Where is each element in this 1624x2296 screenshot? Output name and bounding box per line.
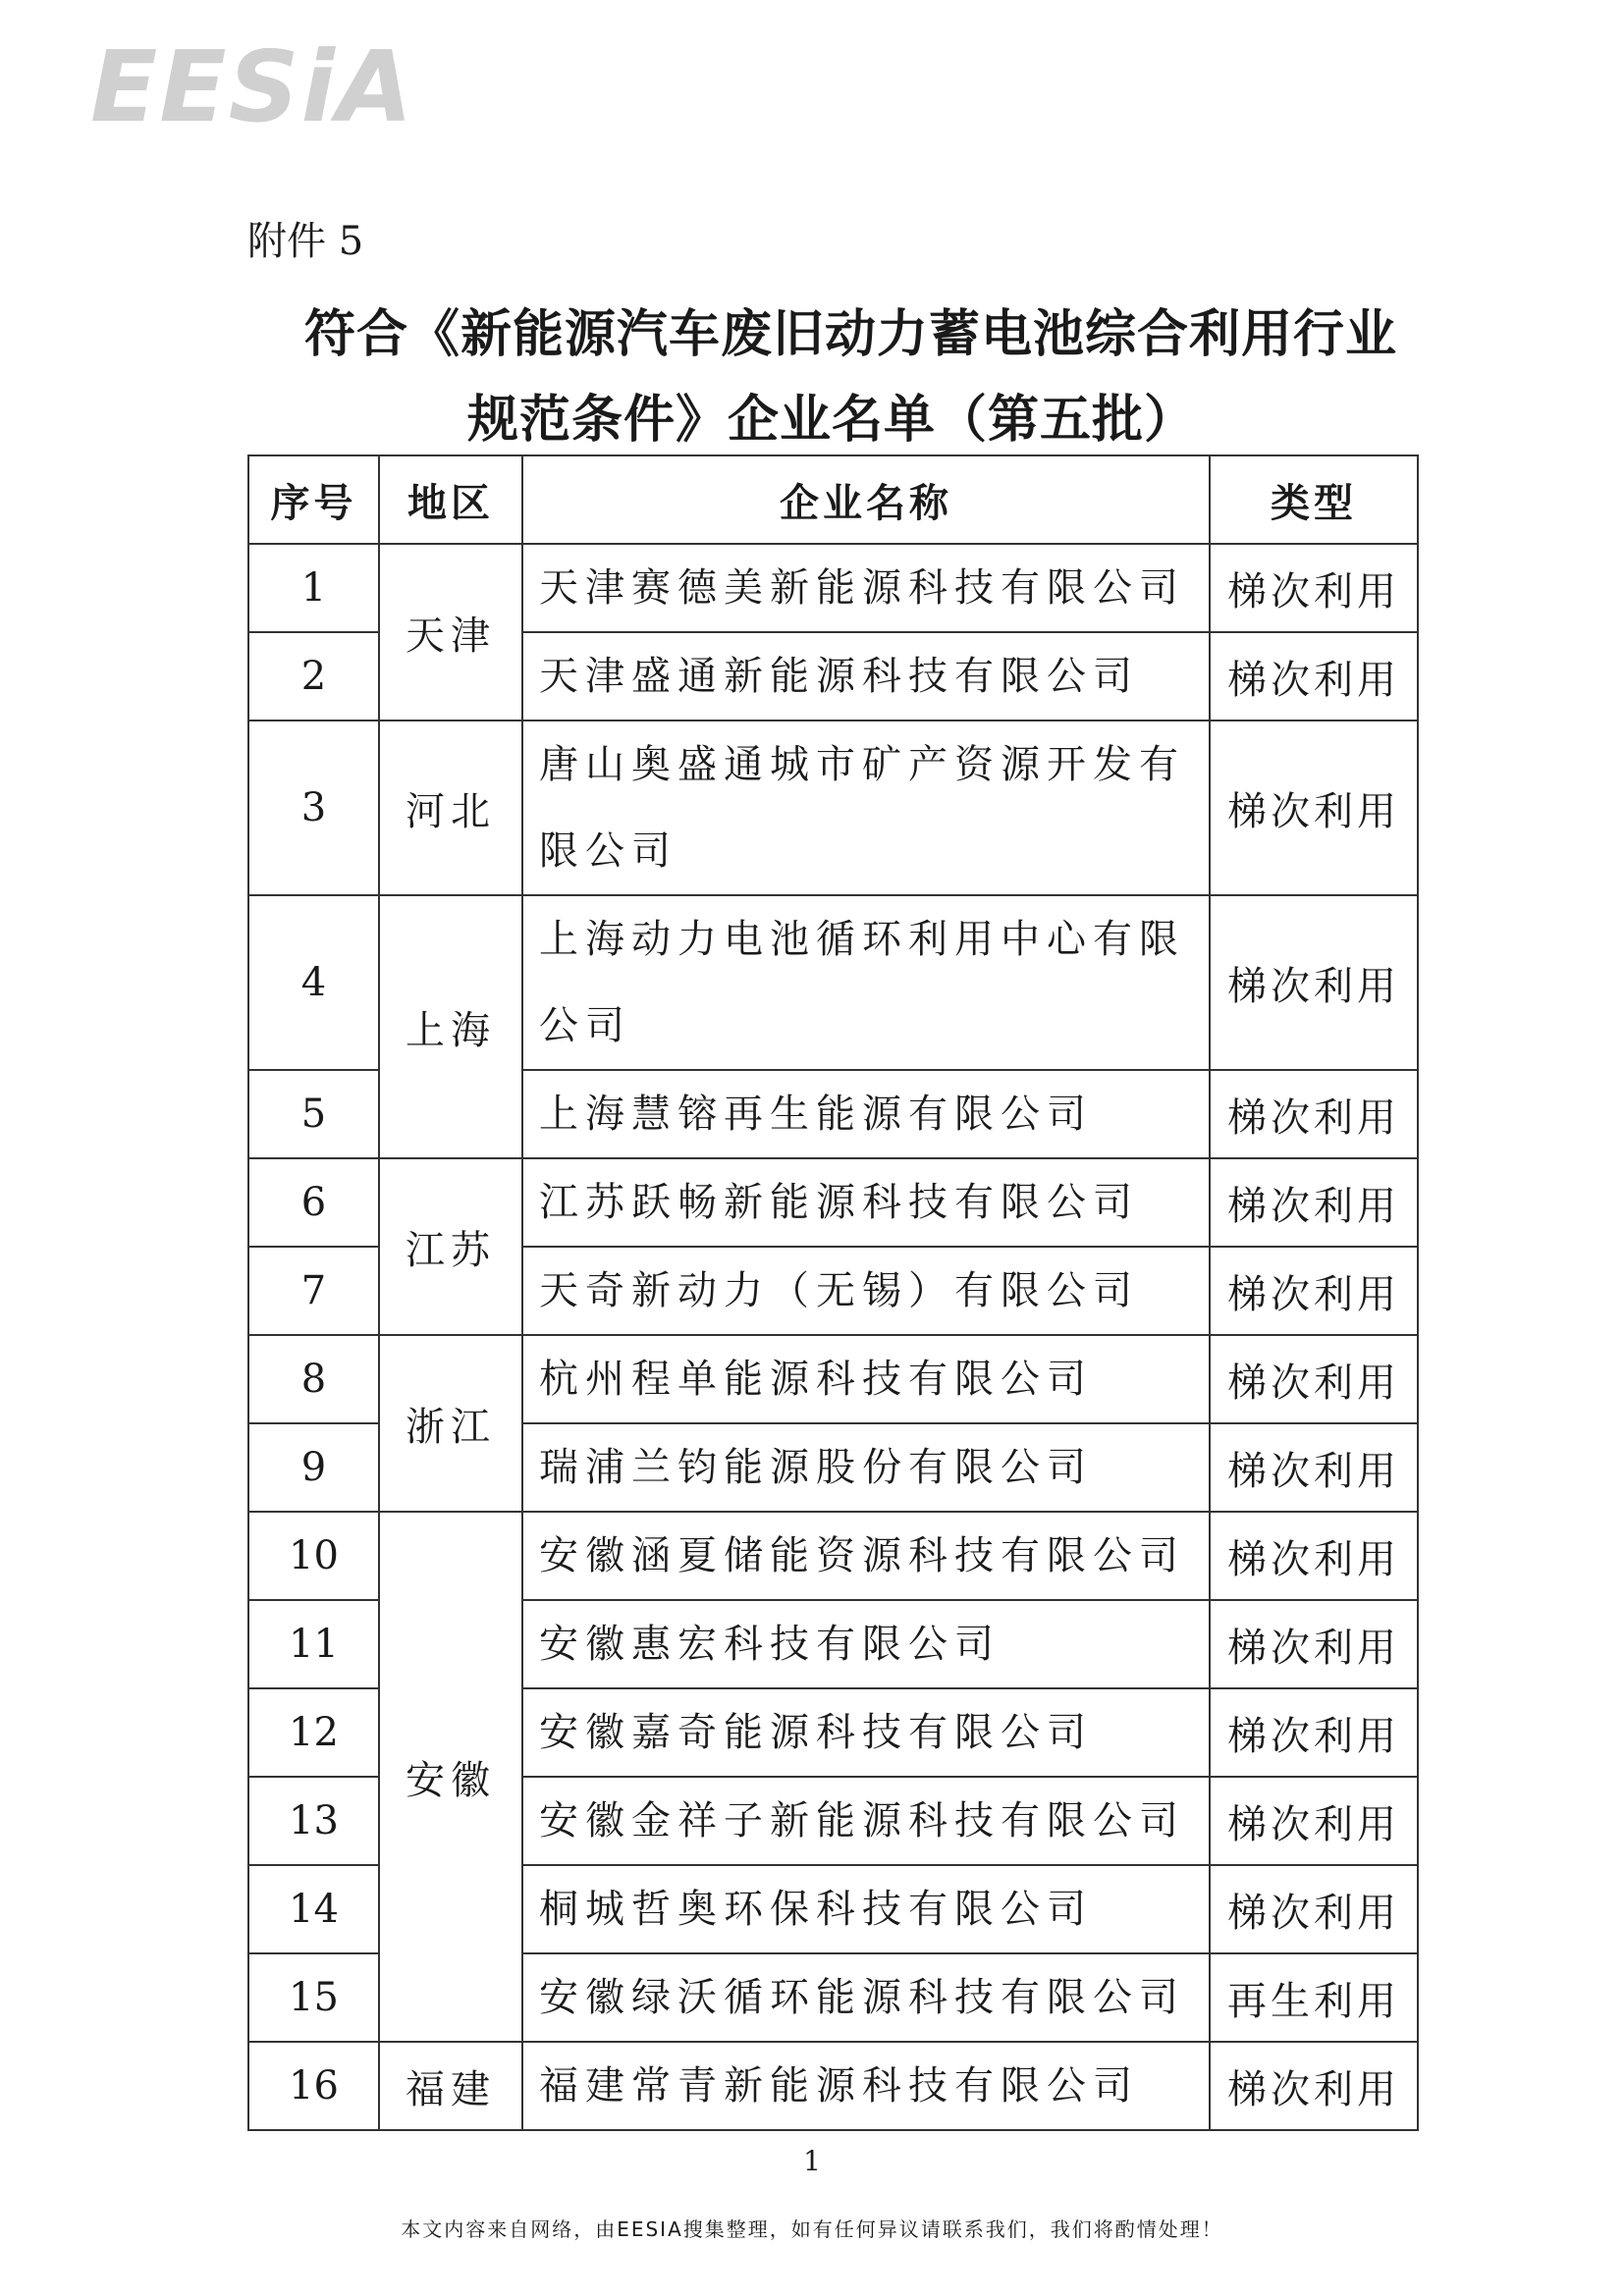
row-region: 河北 <box>379 721 522 895</box>
table-row <box>248 895 1418 1070</box>
table-row <box>248 1335 1418 1423</box>
row-no: 13 <box>248 1777 379 1865</box>
header-no: 序号 <box>248 455 379 544</box>
row-name: 杭州程单能源科技有限公司 <box>522 1335 1210 1423</box>
row-type: 梯次利用 <box>1210 2042 1418 2130</box>
row-type: 梯次利用 <box>1210 1512 1418 1600</box>
row-name: 江苏跃畅新能源科技有限公司 <box>522 1158 1210 1247</box>
document-title-line1: 符合《新能源汽车废旧动力蓄电池综合利用行业 <box>304 304 1398 364</box>
row-name: 安徽惠宏科技有限公司 <box>522 1600 1210 1688</box>
row-no: 7 <box>248 1247 379 1335</box>
row-no: 6 <box>248 1158 379 1247</box>
row-no: 8 <box>248 1335 379 1423</box>
row-no: 14 <box>248 1865 379 1953</box>
row-no: 11 <box>248 1600 379 1688</box>
row-region: 安徽 <box>379 1512 522 2042</box>
table-row <box>248 544 1418 632</box>
row-no: 3 <box>248 721 379 895</box>
table-row <box>248 1158 1418 1247</box>
row-name: 安徽金祥子新能源科技有限公司 <box>522 1777 1210 1865</box>
table-row <box>248 2042 1418 2130</box>
row-no: 12 <box>248 1688 379 1777</box>
header-type: 类型 <box>1210 455 1418 544</box>
row-region: 浙江 <box>379 1335 522 1512</box>
row-name: 唐山奥盛通城市矿产资源开发有限公司 <box>522 721 1210 895</box>
row-name: 福建常青新能源科技有限公司 <box>522 2042 1210 2130</box>
row-type: 梯次利用 <box>1210 1777 1418 1865</box>
row-type: 梯次利用 <box>1210 1865 1418 1953</box>
row-type: 梯次利用 <box>1210 1600 1418 1688</box>
attachment-label: 附件 5 <box>247 219 364 264</box>
row-no: 1 <box>248 544 379 632</box>
row-name: 瑞浦兰钧能源股份有限公司 <box>522 1423 1210 1512</box>
row-name: 上海动力电池循环利用中心有限公司 <box>522 895 1210 1070</box>
row-name: 天津盛通新能源科技有限公司 <box>522 632 1210 721</box>
row-name: 天奇新动力（无锡）有限公司 <box>522 1247 1210 1335</box>
header-region: 地区 <box>379 455 522 544</box>
enterprise-table <box>247 454 1419 2131</box>
row-type: 梯次利用 <box>1210 895 1418 1070</box>
header-name: 企业名称 <box>522 455 1210 544</box>
row-no: 9 <box>248 1423 379 1512</box>
row-no: 15 <box>248 1953 379 2042</box>
row-region: 江苏 <box>379 1158 522 1335</box>
row-type: 梯次利用 <box>1210 1158 1418 1247</box>
row-name: 安徽嘉奇能源科技有限公司 <box>522 1688 1210 1777</box>
row-no: 4 <box>248 895 379 1070</box>
table-row <box>248 1512 1418 1600</box>
row-name: 天津赛德美新能源科技有限公司 <box>522 544 1210 632</box>
row-no: 10 <box>248 1512 379 1600</box>
row-type: 梯次利用 <box>1210 1423 1418 1512</box>
row-name: 上海慧镕再生能源有限公司 <box>522 1070 1210 1158</box>
row-region: 天津 <box>379 544 522 721</box>
row-no: 2 <box>248 632 379 721</box>
page-number: 1 <box>803 2145 821 2177</box>
row-name: 桐城哲奥环保科技有限公司 <box>522 1865 1210 1953</box>
row-type: 梯次利用 <box>1210 1247 1418 1335</box>
document-title-line2: 规范条件》企业名单（第五批） <box>467 390 1197 450</box>
row-type: 梯次利用 <box>1210 1335 1418 1423</box>
row-no: 5 <box>248 1070 379 1158</box>
row-type: 梯次利用 <box>1210 544 1418 632</box>
row-type: 梯次利用 <box>1210 1070 1418 1158</box>
footer-disclaimer: 本文内容来自网络，由EESIA搜集整理，如有任何异议请联系我们，我们将酌情处理！ <box>401 2217 1223 2241</box>
row-type: 梯次利用 <box>1210 1688 1418 1777</box>
row-type: 梯次利用 <box>1210 632 1418 721</box>
table-row <box>248 721 1418 895</box>
row-name: 安徽绿沃循环能源科技有限公司 <box>522 1953 1210 2042</box>
row-no: 16 <box>248 2042 379 2130</box>
row-type: 再生利用 <box>1210 1953 1418 2042</box>
eesia-logo: EESiA <box>90 29 415 144</box>
row-type: 梯次利用 <box>1210 721 1418 895</box>
row-name: 安徽涵夏储能资源科技有限公司 <box>522 1512 1210 1600</box>
table-header-row <box>248 455 1418 544</box>
row-region: 福建 <box>379 2042 522 2130</box>
row-region: 上海 <box>379 895 522 1158</box>
